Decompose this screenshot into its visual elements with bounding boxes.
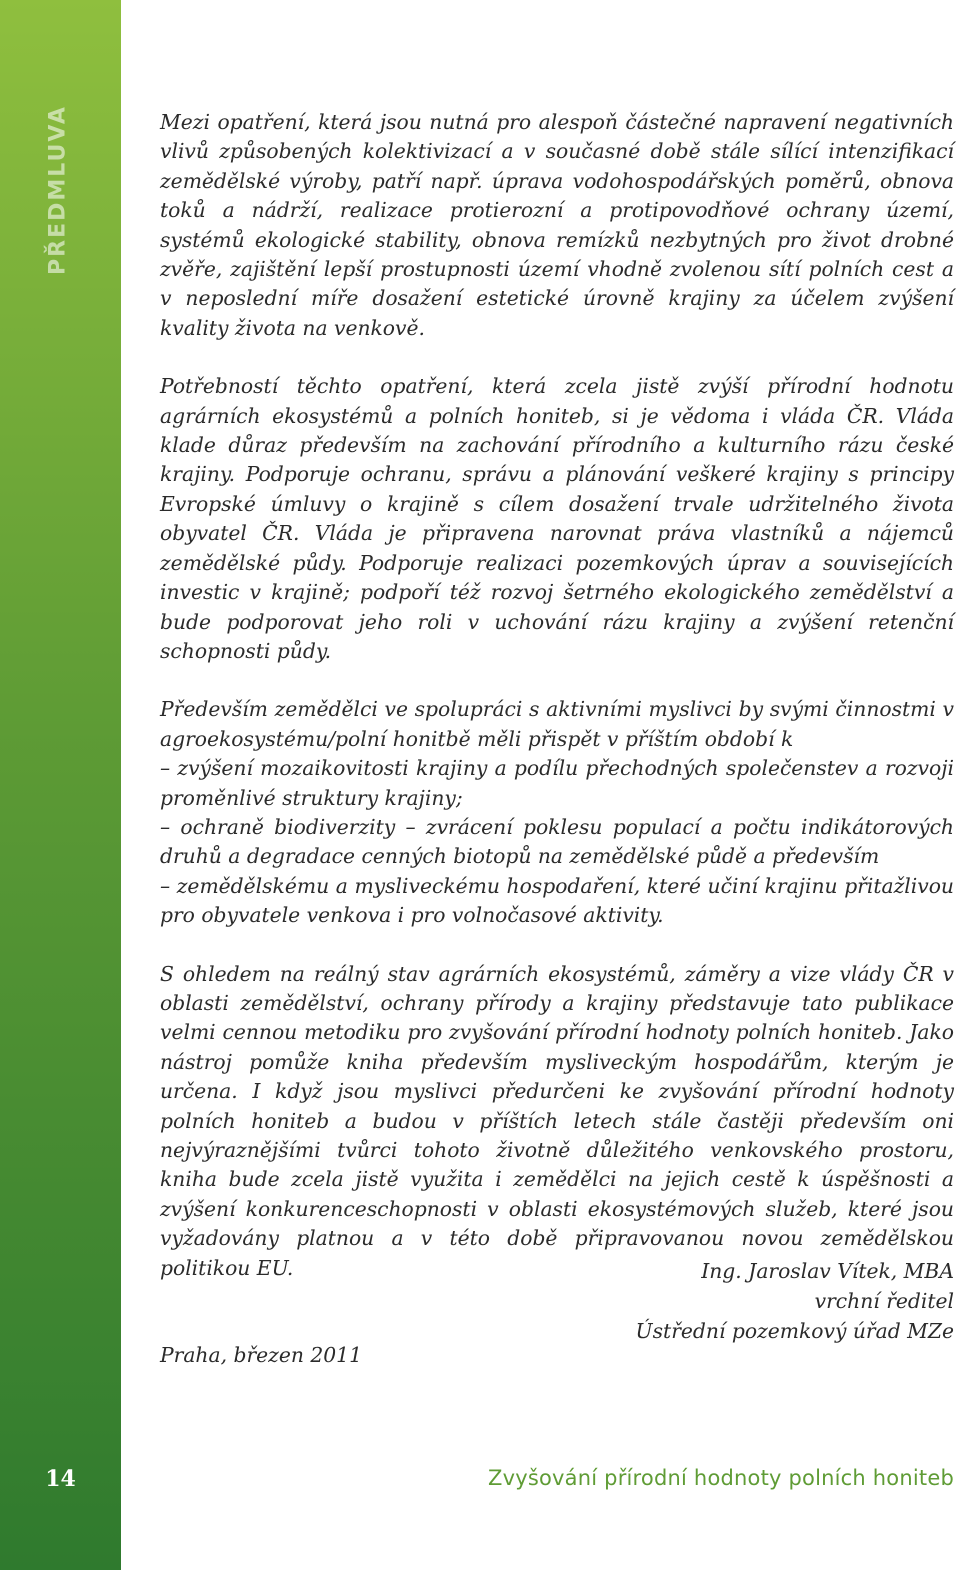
signatory-name: Ing. Jaroslav Vítek, MBA	[701, 1259, 954, 1283]
paragraph-1: Mezi opatření, která jsou nutná pro alespoň částečné napravení negativních vlivů způsobených kolektivizací a v současné době stále sílící intenzifikací zemědělské výroby, patří např. úprava vodohospodářských poměrů, obnova toků a nádrží, realizace protierozní a protipovodňové ochrany území, systémů ekologické stability, obnova remízků nezbytných pro život drobné zvěře, zajištění lepší prostupnosti území vhodně zvolenou sítí polních cest a v neposlední míře dosažení estetické úrovně krajiny za účelem zvýšení kvality života na venkově.	[160, 110, 954, 340]
signature-block	[636, 1256, 954, 1346]
list-item: – zemědělskému a mysliveckému hospodaření, které učiní krajinu přitažlivou pro obyvatele venkova i pro volnočasové aktivity.	[160, 873, 954, 928]
place-date: Praha, březen 2011	[160, 1343, 362, 1368]
foreword-body	[160, 108, 954, 1370]
footer-book-title: Zvyšování přírodní hodnoty polních honiteb	[488, 1466, 954, 1490]
list-paragraph	[160, 695, 954, 930]
section-sidebar	[0, 0, 121, 1570]
closing-paragraph: S ohledem na reálný stav agrárních ekosystémů, záměry a vize vlády ČR v oblasti zemědělství, ochrany přírody a krajiny představuje tato publikace velmi cennou metodiku pro zvyšování přírodní hodnoty polních honiteb. Jako nástroj pomůže kniha především mysliveckým hospodářům, kterým je určena. I když jsou myslivci předurčeni ke zvyšování přírodní hodnoty polních honiteb a budou v příštích letech stále častěji především oni nejvýraznějšími tvůrci tohoto životně důležitého venkovského prostoru, kniha bude zcela jistě využita i zemědělci na jejich cestě k úspěšnosti a zvýšení konkurenceschopnosti v oblasti ekosystémových služeb, které jsou vyžadovány platnou a v této době připravovanou novou zemědělskou politikou EU.	[160, 961, 954, 1280]
page-number: 14	[45, 1466, 76, 1492]
list-intro: Především zemědělci ve spolupráci s aktivními myslivci by svými činnostmi v agroekosystému/polní honitbě měli přispět v příštím období k	[160, 697, 954, 751]
section-label: PŘEDMLUVA	[45, 105, 71, 275]
signatory-position: vrchní ředitel	[814, 1289, 954, 1313]
list-item: – zvýšení mozaikovitosti krajiny a podílu přechodných společenstev a rozvoji proměnlivé struktury krajiny;	[160, 756, 954, 810]
list-item: – ochraně biodiverzity – zvrácení poklesu populací a počtu indikátorových druhů a degradace cenných biotopů na zemědělské půdě a především	[160, 814, 954, 869]
signatory-office: Ústřední pozemkový úřad MZe	[635, 1319, 954, 1343]
paragraph-2: Potřebností těchto opatření, která zcela jistě zvýší přírodní hodnotu agrárních ekosystémů a polních honiteb, si je vědoma i vláda ČR. Vláda klade důraz především na zachování přírodního a kulturního rázu české krajiny. Podporuje ochranu, správu a plánování veškeré krajiny s principy Evropské úmluvy o krajině s cílem dosažení trvale udržitelného života obyvatel ČR. Vláda je připravena narovnat práva vlastníků a nájemců zemědělské půdy. Podporuje realizaci pozemkových úprav a souvisejících investic v krajině; podpoří též rozvoj šetrného ekologického zemědělství a bude podporovat jeho roli v uchování rázu krajiny a zvýšení retenční schopnosti půdy.	[160, 374, 954, 663]
